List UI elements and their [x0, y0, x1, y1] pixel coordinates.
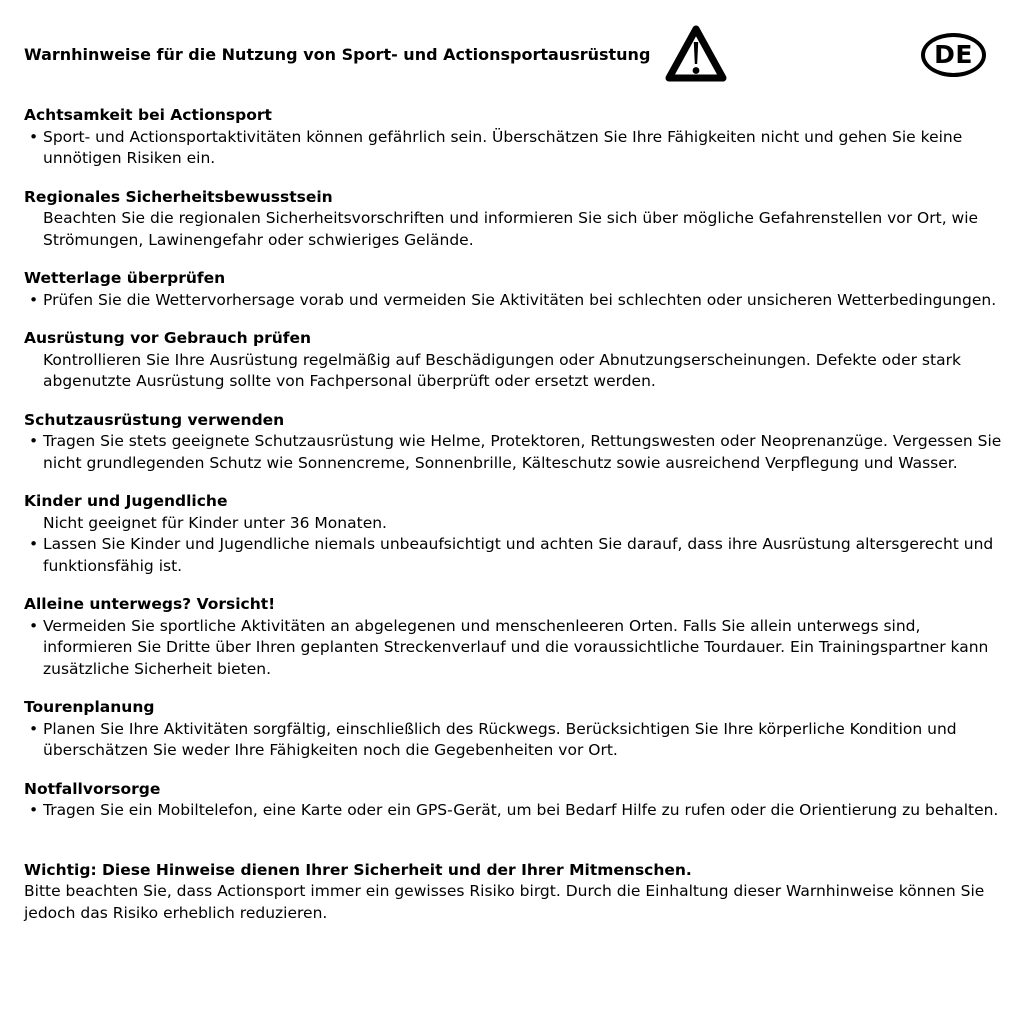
warning-document: [24, 22, 1004, 924]
section-heading: Tourenplanung: [24, 698, 155, 716]
section-ausruestung: [24, 328, 1004, 393]
page-title: Warnhinweise für die Nutzung von Sport- und Actionsportausrüstung: [24, 45, 651, 65]
warning-triangle-icon: [664, 23, 728, 87]
bullet-item: • Lassen Sie Kinder und Jugendliche niemals unbeaufsichtigt und achten Sie darauf, dass ihre Ausrüstung altersgerecht und funktionsfähig ist.: [24, 534, 1004, 577]
section-heading: Wetterlage überprüfen: [24, 269, 226, 287]
important-note-text: Bitte beachten Sie, dass Actionsport immer ein gewisses Risiko birgt. Durch die Einhaltung dieser Warnhinweise können Sie jedoch das Risiko erheblich reduzieren.: [24, 882, 985, 922]
section-heading: Alleine unterwegs? Vorsicht!: [24, 595, 276, 613]
section-tourenplanung: [24, 697, 1004, 762]
section-schutzausruestung: [24, 410, 1004, 475]
indented-item: Kontrollieren Sie Ihre Ausrüstung regelmäßig auf Beschädigungen oder Abnutzungserscheinungen. Defekte oder stark abgenutzte Ausrüstung sollte von Fachpersonal überprüft oder ersetzt werden.: [43, 350, 961, 390]
section-heading: Kinder und Jugendliche: [24, 492, 228, 510]
section-heading: Schutzausrüstung verwenden: [24, 410, 285, 429]
section-regionales: [24, 187, 1004, 252]
document-header: [24, 22, 1004, 88]
section-alleine-unterwegs: [24, 594, 1004, 680]
indented-item: Nicht geeignet für Kinder unter 36 Monaten.: [43, 513, 387, 532]
section-heading: Ausrüstung vor Gebrauch prüfen: [24, 329, 312, 347]
language-badge-label: DE: [934, 40, 973, 70]
section-wetterlage: [24, 268, 1004, 311]
bullet-item: • Tragen Sie ein Mobiltelefon, eine Karte oder ein GPS-Gerät, um bei Bedarf Hilfe zu rufen oder die Orientierung zu behalten.: [24, 800, 1004, 822]
indented-item: Beachten Sie die regionalen Sicherheitsvorschriften und informieren Sie sich über mögliche Gefahrenstellen vor Ort, wie Strömungen, Lawinengefahr oder schwieriges Gelände.: [43, 209, 979, 249]
section-kinder: [24, 491, 1004, 577]
section-achtsamkeit: [24, 105, 1004, 170]
bullet-item: • Prüfen Sie die Wettervorhersage vorab und vermeiden Sie Aktivitäten bei schlechten oder unsicheren Wetterbedingungen.: [24, 290, 1004, 312]
bullet-item: • Planen Sie Ihre Aktivitäten sorgfältig, einschließlich des Rückwegs. Berücksichtigen Sie Ihre körperliche Kondition und überschätzen Sie weder Ihre Fähigkeiten noch die Gegebenheiten vor Ort.: [24, 719, 1004, 762]
important-note-heading: Wichtig: Diese Hinweise dienen Ihrer Sicherheit und der Ihrer Mitmenschen.: [24, 860, 692, 879]
section-heading: Regionales Sicherheitsbewusstsein: [24, 187, 333, 206]
important-note: [24, 860, 1004, 925]
section-notfallvorsorge: [24, 779, 1004, 822]
section-heading: Notfallvorsorge: [24, 779, 161, 798]
bullet-item: • Sport- und Actionsportaktivitäten können gefährlich sein. Überschätzen Sie Ihre Fähigkeiten nicht und gehen Sie keine unnötigen Risiken ein.: [24, 127, 1004, 170]
bullet-item: • Vermeiden Sie sportliche Aktivitäten an abgelegenen und menschenleeren Orten. Falls Sie allein unterwegs sind, informieren Sie Dritte über Ihren geplanten Streckenverlauf und die voraussichtliche Tourdauer. Ein Trainingspartner kann zusätzliche Sicherheit bieten.: [24, 616, 1004, 681]
bullet-item: • Tragen Sie stets geeignete Schutzausrüstung wie Helme, Protektoren, Rettungswesten oder Neoprenanzüge. Vergessen Sie nicht grundlegenden Schutz wie Sonnencreme, Sonnenbrille, Kälteschutz sowie ausreichend Verpflegung und Wasser.: [24, 431, 1004, 474]
language-badge: [921, 33, 986, 77]
section-heading: Achtsamkeit bei Actionsport: [24, 106, 272, 124]
